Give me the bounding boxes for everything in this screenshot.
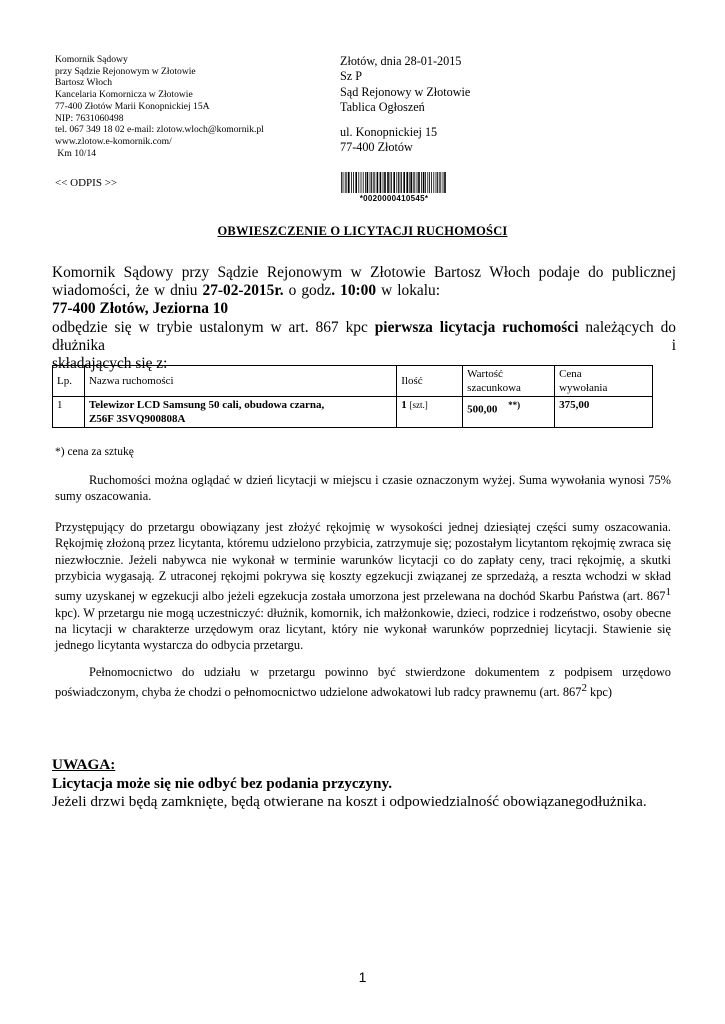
recipient-address-line: 77-400 Złotów bbox=[340, 140, 413, 155]
header-price: Cena wywołania bbox=[555, 366, 653, 397]
barcode-bar bbox=[403, 172, 405, 193]
auction-location: 77-400 Złotów, Jeziorna 10 bbox=[52, 300, 229, 318]
date-line: Złotów, dnia 28-01-2015 bbox=[340, 54, 462, 68]
intro-line-2: wiadomości, że w dniu 27-02-2015r. o godz. 10:00 w lokalu: bbox=[52, 282, 440, 300]
barcode-bar bbox=[348, 172, 350, 193]
notice-heading: UWAGA: bbox=[52, 756, 116, 773]
document-title: OBWIESZCZENIE O LICYTACJI RUCHOMOŚCI bbox=[217, 224, 508, 238]
header-name: Nazwa ruchomości bbox=[84, 366, 396, 397]
barcode-bar bbox=[374, 172, 375, 193]
header-qty: Ilość bbox=[397, 366, 463, 397]
barcode-bar bbox=[346, 172, 347, 193]
barcode-bar bbox=[393, 172, 395, 193]
barcode-bar bbox=[370, 172, 371, 193]
barcode-bar bbox=[380, 172, 382, 193]
barcode-bar bbox=[377, 172, 379, 193]
barcode-bar bbox=[409, 172, 410, 193]
barcode-bar bbox=[431, 172, 432, 193]
barcode-bar bbox=[425, 172, 426, 193]
case-number: Km 10/14 bbox=[55, 147, 97, 159]
page-number: 1 bbox=[358, 969, 367, 985]
sender-line: www.zlotow.e-komornik.com/ bbox=[55, 135, 172, 147]
paragraph-power-of-attorney: Pełnomocnictwo do udziału w przetargu powinno być stwierdzone dokumentem z podpisem urzędowo poświadczonym, chyba że chodzi o pełnomocnictwo udzielone adwokatowi lub radcy prawnemu (art. 8672 kpc) bbox=[55, 665, 671, 700]
barcode-bar bbox=[433, 172, 434, 193]
row-name: Telewizor LCD Samsung 50 cali, obudowa czarna, Z56F 3SVQ900808A bbox=[84, 397, 396, 428]
recipient-address-line: ul. Konopnickiej 15 bbox=[340, 124, 438, 139]
sender-block bbox=[55, 54, 264, 159]
row-value: 500,00 **) bbox=[463, 397, 555, 428]
barcode-bar bbox=[390, 172, 391, 193]
barcode-bar bbox=[436, 172, 437, 193]
sender-line: Bartosz Włoch bbox=[55, 77, 113, 89]
notice-section bbox=[52, 756, 692, 812]
barcode-bar bbox=[418, 172, 420, 193]
auction-date: 27-02-2015r. bbox=[202, 282, 284, 300]
barcode-bar bbox=[371, 172, 372, 193]
barcode-bar bbox=[444, 172, 446, 193]
sender-line: przy Sądzie Rejonowym w Złotowie bbox=[55, 65, 196, 77]
footnote: *) cena za sztukę bbox=[55, 446, 134, 458]
recipient-line: Tablica Ogłoszeń bbox=[340, 100, 425, 115]
barcode-bar bbox=[443, 172, 444, 193]
barcode-bar bbox=[439, 172, 440, 193]
barcode-bar bbox=[367, 172, 369, 193]
barcode-bar bbox=[401, 172, 402, 193]
barcode-bar bbox=[417, 172, 418, 193]
sender-line: Komornik Sądowy bbox=[55, 54, 128, 65]
barcode-bar bbox=[353, 172, 354, 193]
barcode-bar bbox=[396, 172, 397, 193]
barcode-bar bbox=[406, 172, 408, 193]
recipient-line: Sąd Rejonowy w Złotowie bbox=[340, 84, 471, 99]
barcode-bar bbox=[414, 172, 415, 193]
header-lp: Lp. bbox=[53, 366, 85, 397]
barcode-bar bbox=[400, 172, 401, 193]
barcode-bar bbox=[351, 172, 352, 193]
sender-line: 77-400 Złotów Marii Konopnickiej 15A bbox=[55, 100, 210, 112]
barcode-bar bbox=[423, 172, 425, 193]
recipient-line: Sz P bbox=[340, 69, 363, 84]
barcode-bar bbox=[363, 172, 364, 193]
barcode-bar bbox=[343, 172, 344, 193]
barcode-bar bbox=[345, 172, 346, 193]
barcode-bar bbox=[384, 172, 386, 193]
barcode-bar bbox=[429, 172, 430, 193]
barcode-bar bbox=[421, 172, 422, 193]
barcode-bar bbox=[355, 172, 357, 193]
barcode-bar bbox=[427, 172, 428, 193]
barcode-bar bbox=[410, 172, 412, 193]
row-price: 375,00 bbox=[555, 397, 653, 428]
odpis-label: << ODPIS >> bbox=[55, 177, 118, 189]
header-value: Wartość szacunkowa bbox=[463, 366, 555, 397]
intro-section bbox=[52, 264, 676, 373]
barcode-bar bbox=[387, 172, 389, 193]
barcode-bar bbox=[373, 172, 374, 193]
sender-line: tel. 067 349 18 02 e-mail: zlotow.wloch@komornik.pl bbox=[55, 124, 264, 136]
barcode bbox=[340, 172, 448, 202]
table-header-row bbox=[53, 366, 653, 397]
barcode-bar bbox=[391, 172, 392, 193]
intro-line-5: składających się z: bbox=[52, 355, 168, 373]
notice-line: Jeżeli drzwi będą zamknięte, będą otwierane na koszt i odpowiedzialność obowiązanegodłużnika. bbox=[52, 793, 647, 810]
row-qty: 1 [szt.] bbox=[397, 397, 463, 428]
barcode-bar bbox=[383, 172, 384, 193]
recipient-block bbox=[340, 54, 470, 155]
barcode-bar bbox=[365, 172, 366, 193]
barcode-bar bbox=[361, 172, 362, 193]
barcode-bar bbox=[437, 172, 438, 193]
items-table bbox=[52, 365, 653, 428]
barcode-bar bbox=[440, 172, 441, 193]
notice-bold-line: Licytacja może się nie odbyć bez podania przyczyny. bbox=[52, 774, 392, 792]
barcode-bar bbox=[413, 172, 414, 193]
sender-line: NIP: 7631060498 bbox=[55, 112, 124, 124]
auction-time: . 10:00 bbox=[331, 282, 377, 300]
paragraph-viewing: Ruchomości można oglądać w dzień licytacji w miejscu i czasie oznaczonym wyżej. Suma wywołania wynosi 75% sumy oszacowania. bbox=[55, 473, 671, 504]
intro-line-4: odbędzie się w trybie ustalonym w art. 867 kpc pierwsza licytacja ruchomości należących do dłużnika i bbox=[52, 318, 677, 354]
barcode-bar bbox=[341, 172, 342, 193]
row-lp: 1 bbox=[53, 397, 85, 428]
sender-line: Kancelaria Komornicza w Złotowie bbox=[55, 89, 193, 101]
barcode-bar bbox=[358, 172, 359, 193]
paragraph-deposit: Przystępujący do przetargu obowiązany jest złożyć rękojmię w wysokości jednej dziesiątej części sumy oszacowania. Rękojmię złożoną przez licytanta, któremu udzielono przybicia, zatrzymuje się; pozostałym licytantom rękojmię zwraca się niezwłocznie. Jeżeli nabywca nie wykonał w terminie warunków licytacji co do zapłaty ceny, traci rękojmię, a skutki przybicia wygasają. Z utraconej rękojmi pokrywa się koszty egzekucji związanej ze sprzedażą, a reszta wchodzi w skład sumy uzyskanej w egzekucji albo jeżeli egzekucja została umorzona jest przelewana na dochód Skarbu Państwa (art. 8671 kpc). W przetargu nie mogą uczestniczyć: dłużnik, komornik, ich małżonkowie, dzieci, rodzice i rodzeństwo, osoby obecne na licytacji w charakterze urzędowym oraz licytant, który nie wykonał warunków poprzedniej licytacji. Stawienie się jednego licytanta wystarcza do odbycia przetargu. bbox=[55, 520, 671, 653]
barcode-bar bbox=[398, 172, 399, 193]
intro-line-1: Komornik Sądowy przy Sądzie Rejonowym w Złotowie Bartosz Włoch podaje do publicznej bbox=[52, 264, 676, 281]
table-row bbox=[53, 397, 653, 428]
barcode-text: *0020000410545* bbox=[359, 194, 429, 202]
